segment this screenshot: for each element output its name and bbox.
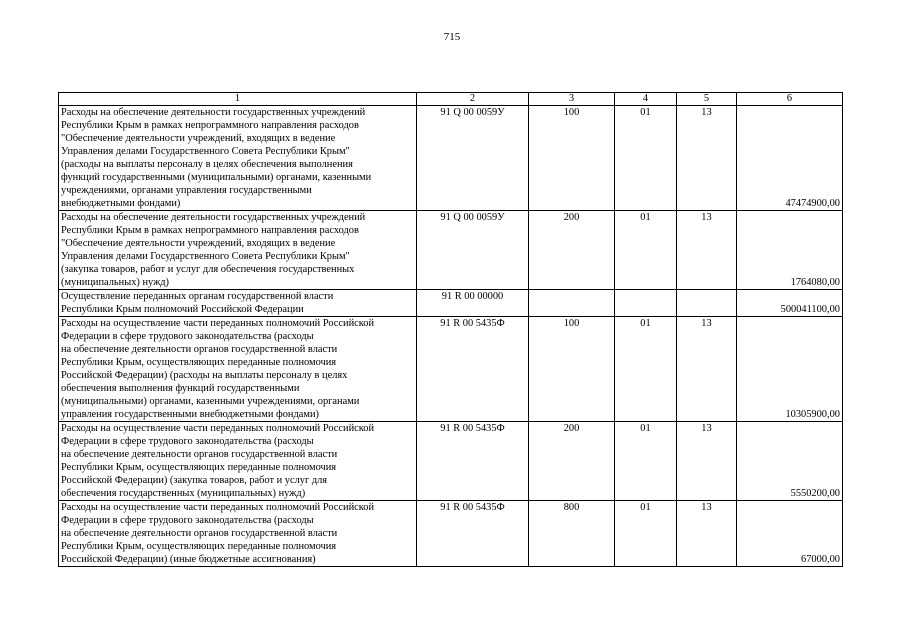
table-row bbox=[59, 290, 843, 317]
budget-table bbox=[58, 92, 843, 567]
table-header-row bbox=[59, 93, 843, 106]
subsection-code: 13 bbox=[677, 211, 737, 290]
expense-type-code: 800 bbox=[529, 501, 615, 567]
table-row bbox=[59, 317, 843, 422]
expense-type-code bbox=[529, 290, 615, 317]
section-code: 01 bbox=[615, 501, 677, 567]
section-code: 01 bbox=[615, 106, 677, 211]
target-article-code: 91 R 00 5435Ф bbox=[417, 501, 529, 567]
expense-type-code: 100 bbox=[529, 317, 615, 422]
table-row bbox=[59, 501, 843, 567]
subsection-code: 13 bbox=[677, 317, 737, 422]
page-number: 715 bbox=[443, 31, 461, 43]
target-article-code: 91 Q 00 0059У bbox=[417, 106, 529, 211]
subsection-code: 13 bbox=[677, 501, 737, 567]
amount: 5550200,00 bbox=[737, 422, 843, 501]
expense-name: Расходы на осуществление части переданных полномочий Российской Федерации в сфере трудового законодательства (расходы на обеспечение деятельности органов государственной власти Республики Крым, осуществляющих переданные полномочия Российской Федерации) (закупка товаров, работ и услуг для обеспечения государственных (муниципальных) нужд) bbox=[59, 422, 417, 501]
target-article-code: 91 R 00 00000 bbox=[417, 290, 529, 317]
table-row bbox=[59, 422, 843, 501]
column-number-4: 4 bbox=[615, 93, 677, 106]
expense-type-code: 100 bbox=[529, 106, 615, 211]
amount: 500041100,00 bbox=[737, 290, 843, 317]
amount: 47474900,00 bbox=[737, 106, 843, 211]
target-article-code: 91 R 00 5435Ф bbox=[417, 422, 529, 501]
table-row bbox=[59, 211, 843, 290]
expense-name: Расходы на осуществление части переданных полномочий Российской Федерации в сфере трудового законодательства (расходы на обеспечение деятельности органов государственной власти Республики Крым, осуществляющих переданные полномочия Российской Федерации) (иные бюджетные ассигнования) bbox=[59, 501, 417, 567]
column-number-2: 2 bbox=[417, 93, 529, 106]
amount: 1764080,00 bbox=[737, 211, 843, 290]
expense-name: Расходы на обеспечение деятельности государственных учреждений Республики Крым в рамках непрограммного направления расходов "Обеспечение деятельности учреждений, входящих в ведение Управления делами Государственного Совета Республики Крым" (закупка товаров, работ и услуг для обеспечения государственных (муниципальных) нужд) bbox=[59, 211, 417, 290]
column-number-1: 1 bbox=[59, 93, 417, 106]
amount: 10305900,00 bbox=[737, 317, 843, 422]
target-article-code: 91 Q 00 0059У bbox=[417, 211, 529, 290]
section-code bbox=[615, 290, 677, 317]
section-code: 01 bbox=[615, 422, 677, 501]
expense-name: Расходы на осуществление части переданных полномочий Российской Федерации в сфере трудового законодательства (расходы на обеспечение деятельности органов государственной власти Республики Крым, осуществляющих переданные полномочия Российской Федерации) (расходы на выплаты персоналу в целях обеспечения выполнения функций государственными (муниципальными) органами, казенными учреждениями, органами управления государственными внебюджетными фондами) bbox=[59, 317, 417, 422]
amount: 67000,00 bbox=[737, 501, 843, 567]
section-code: 01 bbox=[615, 317, 677, 422]
expense-type-code: 200 bbox=[529, 211, 615, 290]
section-code: 01 bbox=[615, 211, 677, 290]
expense-name: Расходы на обеспечение деятельности государственных учреждений Республики Крым в рамках непрограммного направления расходов "Обеспечение деятельности учреждений, входящих в ведение Управления делами Государственного Совета Республики Крым" (расходы на выплаты персоналу в целях обеспечения выполнения функций государственными (муниципальными) органами, казенными учреждениями, органами управления государственными внебюджетными фондами) bbox=[59, 106, 417, 211]
target-article-code: 91 R 00 5435Ф bbox=[417, 317, 529, 422]
column-number-5: 5 bbox=[677, 93, 737, 106]
subsection-code bbox=[677, 290, 737, 317]
column-number-6: 6 bbox=[737, 93, 843, 106]
expense-type-code: 200 bbox=[529, 422, 615, 501]
column-number-3: 3 bbox=[529, 93, 615, 106]
subsection-code: 13 bbox=[677, 422, 737, 501]
table-row bbox=[59, 106, 843, 211]
expense-name: Осуществление переданных органам государственной власти Республики Крым полномочий Российской Федерации bbox=[59, 290, 417, 317]
subsection-code: 13 bbox=[677, 106, 737, 211]
